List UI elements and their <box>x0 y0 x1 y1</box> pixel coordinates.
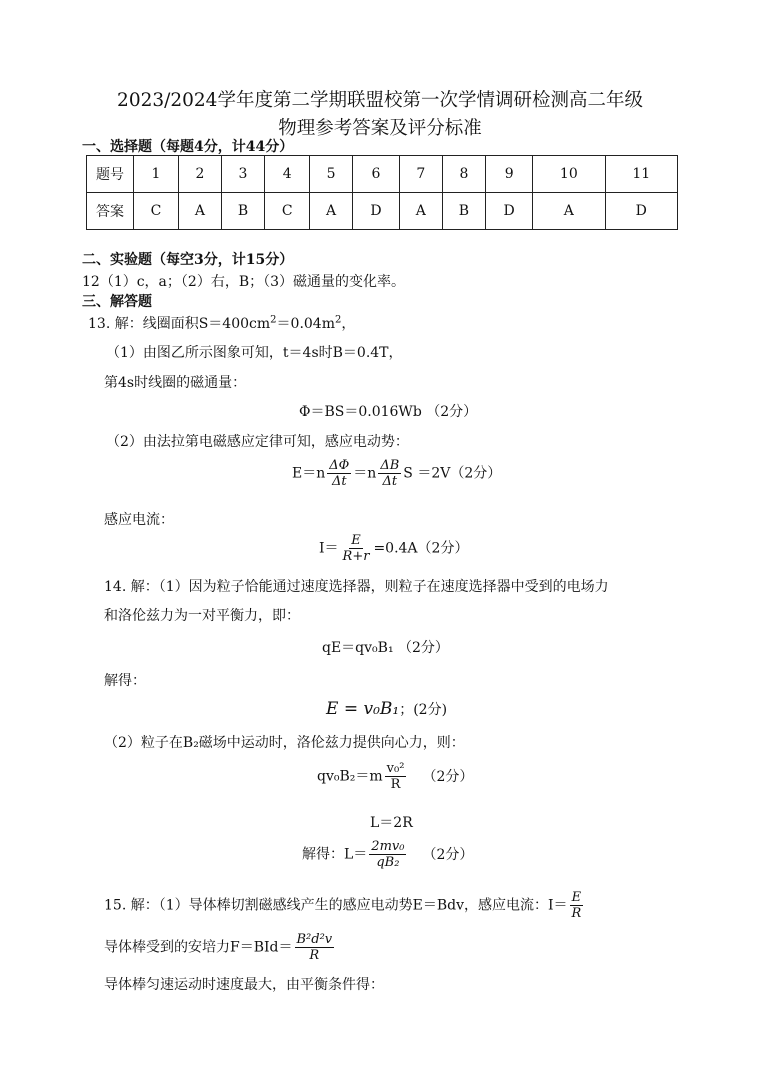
q14-part2: （2）粒子在B₂磁场中运动时，洛伦兹力提供向心力，则： <box>104 735 465 751</box>
question-number-cell: 11 <box>605 156 677 193</box>
number-row-label: 题号 <box>87 156 134 193</box>
answer-cell: B <box>442 193 485 230</box>
q14-part1: 14. 解：（1）因为粒子恰能通过速度选择器，则粒子在速度选择器中受到的电场力 <box>104 579 609 595</box>
q14-eq-balance: qE＝qv₀B₁ （2分） <box>322 640 449 656</box>
q14-eq-centripetal: qv₀B₂＝m $\frac{\text{v₀²}}{R}$ （2分） <box>317 761 474 792</box>
question-number-cell: 1 <box>134 156 179 193</box>
q15-part1: 15. 解：（1）导体棒切割磁感线产生的感应电动势E＝Bdv，感应电流：I＝ $\frac{E}{R}$ <box>104 890 582 921</box>
question-number-cell: 9 <box>486 156 533 193</box>
answer-table <box>86 155 678 230</box>
q13-part2: （2）由法拉第电磁感应定律可知，感应电动势： <box>106 434 409 450</box>
answer-cell: C <box>265 193 310 230</box>
q13-eq-current: I＝ $\frac{E}{R+r}$ =0.4A（2分） <box>319 533 469 564</box>
q14-eq-field: E = v₀B₁；(2分) <box>326 699 448 719</box>
question-number-cell: 6 <box>352 156 399 193</box>
answer-cell: A <box>533 193 605 230</box>
doc-title-line1: 2023/2024学年度第二学期联盟校第一次学情调研检测高二年级 <box>117 90 643 111</box>
q13-eq-flux: Φ＝BS＝0.016Wb （2分） <box>299 404 478 420</box>
q13-eq-emf: E＝n $\frac{\Delta\Phi}{\Delta t}$ ＝n $\frac{\Delta B}{\Delta t}$ S ＝2V（2分） <box>292 458 502 489</box>
question-number-cell: 10 <box>533 156 605 193</box>
answer-cell: B <box>221 193 264 230</box>
question-number-cell: 8 <box>442 156 485 193</box>
question-number-cell: 3 <box>221 156 264 193</box>
q14-solve-label: 解得： <box>104 673 146 689</box>
question-number-cell: 5 <box>310 156 353 193</box>
doc-title-line2: 物理参考答案及评分标准 <box>278 118 482 139</box>
question-number-cell: 7 <box>399 156 442 193</box>
section1-heading: 一、选择题（每题4分，计44分） <box>82 139 294 155</box>
answer-table-number-row <box>87 156 678 193</box>
q13-current-label: 感应电流： <box>104 512 174 528</box>
q13-intro: 13. 解：线圈面积$S=400cm^2=0.04m^2$， <box>88 314 356 332</box>
q12-answer: 12（1）c，a；（2）右，B；（3）磁通量的变化率。 <box>82 274 406 290</box>
q14-eq-result: 解得：L＝ $\frac{\text{2mv₀}}{\text{qB₂}}$ （2分） <box>302 839 474 870</box>
answer-row-label: 答案 <box>87 193 134 230</box>
answer-cell: C <box>134 193 179 230</box>
q15-balance-label: 导体棒匀速运动时速度最大，由平衡条件得： <box>104 977 384 993</box>
answer-cell: A <box>179 193 222 230</box>
answer-cell: A <box>310 193 353 230</box>
answer-cell: A <box>399 193 442 230</box>
q15-ampere-force: 导体棒受到的安培力F＝BId＝ $\frac{\text{B²d²v}}{R}$ <box>104 932 333 963</box>
q14-eq-length: L＝2R <box>370 815 413 831</box>
section3-heading: 三、解答题 <box>82 294 152 310</box>
section2-heading: 二、实验题（每空3分，计15分） <box>82 252 294 268</box>
q13-part1: （1）由图乙所示图象可知，t＝4s时B＝0.4T， <box>106 345 403 361</box>
question-number-cell: 2 <box>179 156 222 193</box>
q14-part1-cont: 和洛伦兹力为一对平衡力，即： <box>104 608 300 624</box>
answer-cell: D <box>352 193 399 230</box>
answer-table-answer-row <box>87 193 678 230</box>
answer-cell: D <box>605 193 677 230</box>
answer-cell: D <box>486 193 533 230</box>
q13-flux-label: 第4s时线圈的磁通量： <box>104 375 247 391</box>
question-number-cell: 4 <box>265 156 310 193</box>
